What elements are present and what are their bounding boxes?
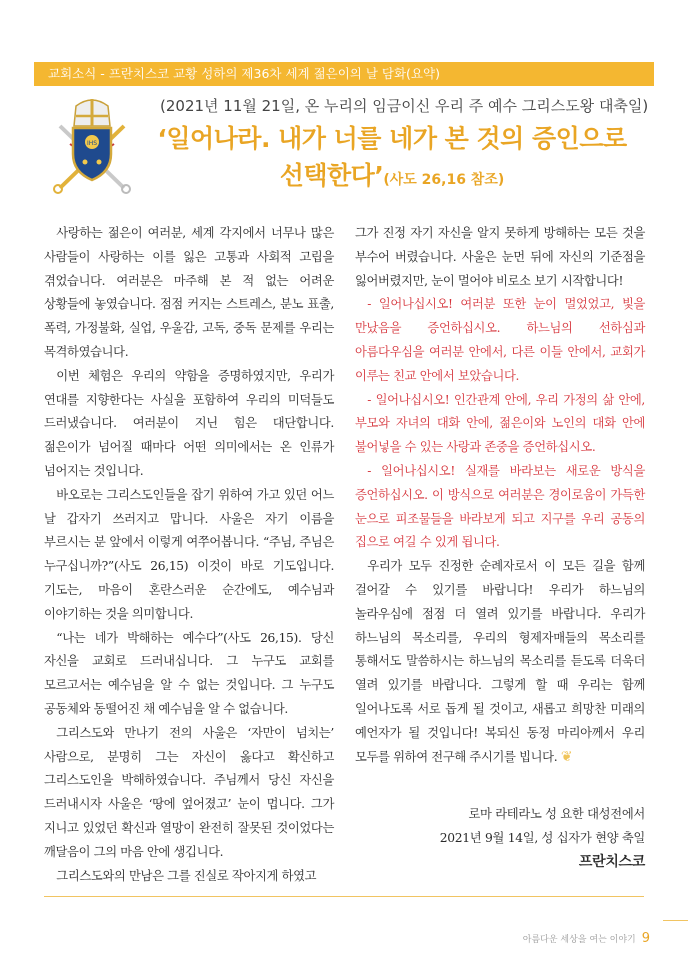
right-column: [355, 222, 645, 769]
paragraph: 그가 진정 자기 자신을 알지 못하게 방해하는 모든 것을 부수어 버렸습니다. 사울은 눈먼 뒤에 자신의 기준점을 잃어버렸지만, 눈이 멀어야 비로소 보기 시작합니다!: [355, 226, 645, 288]
mitre-icon: [74, 99, 110, 126]
paragraph: “나는 네가 박해하는 예수다”(사도 26,15). 당신 자신을 교회로 드러내십니다. 그 누구도 교회를 모르고서는 예수님을 알 수 없는 것입니다. 그 누구도 공동체와 동떨어진 채 예수님을 알 수 없습니다.: [44, 630, 334, 716]
banner-text: 교회소식 - 프란치스코 교황 성하의 제36차 세계 젊은이의 날 담화(요약): [48, 66, 440, 81]
paragraph: 사랑하는 젊은이 여러분, 세계 각지에서 너무나 많은 사람들이 사랑하는 이를 잃은 고통과 사회적 고립을 겪었습니다. 여러분은 마주해 본 적 없는 어려운 상황들에 놓였습니다. 점점 커지는 스트레스, 분노 표출, 폭력, 가정불화, 실업, 우울감, 고독, 중독 문제를 우리는 목격하였습니다.: [44, 226, 334, 359]
title-line-2: [156, 157, 628, 199]
signature-place: 로마 라테라노 성 요한 대성전에서: [468, 807, 645, 821]
signature-block: [355, 802, 645, 874]
message-title: [156, 120, 628, 199]
scripture-reference: (사도 26,16 참조): [383, 172, 505, 188]
paragraph: 바오로는 그리스도인들을 잡기 위하여 가고 있던 어느 날 갑자기 쓰러지고 맙니다. 사울은 자기 이름을 부르시는 분 앞에서 이렇게 여쭈어봅니다. “주님, 주님은 누구십니까?”(사도 26,15) 이것이 바로 기도입니다. 기도는, 마음이 혼란스러운 순간에도, 예수님과 이야기하는 것을 의미합니다.: [44, 487, 334, 621]
papal-coat-of-arms: [40, 96, 144, 194]
signature-name: 프란치스코: [578, 854, 645, 870]
closing-paragraph: [355, 555, 645, 769]
magazine-title: 아름다운 세상을 여는 이야기: [522, 935, 636, 945]
exhortation-paragraph: - 일어나십시오! 실재를 바라보는 새로운 방식을 증언하십시오. 이 방식으로 여러분은 경이로움이 가득한 눈으로 피조물들을 바라보게 되고 지구를 우리 공동의 집으로 여길 수 있게 됩니다.: [355, 463, 645, 550]
exhortation-paragraph: - 일어나십시오! 인간관계 안에, 우리 가정의 삶 안에, 부모와 자녀의 대화 안에, 젊은이와 노인의 대화 안에 불어넣을 수 있는 사랑과 존중을 증언하십시오.: [355, 392, 645, 455]
title-line-1: ‘일어나라. 내가 너를 네가 본 것의 증인으로: [157, 124, 627, 153]
shield-icon: [73, 128, 111, 180]
svg-text:IHS: IHS: [86, 140, 98, 147]
paragraph: 이번 체험은 우리의 약함을 증명하였지만, 우리가 연대를 지향한다는 사실을 포함하여 우리의 미덕들도 드러냈습니다. 여러분이 지닌 힘은 대단합니다. 젊은이가 넘어질 때마다 어떤 의미에서는 온 인류가 넘어지는 것입니다.: [44, 368, 334, 478]
signature-date: 2021년 9월 14일, 성 십자가 현양 축일: [439, 831, 645, 845]
paragraph: 그리스도와 만나기 전의 사울은 ‘자만이 넘치는’ 사람으로, 분명히 그는 자신이 옳다고 확신하고 그리스도인을 박해하였습니다. 주님께서 당신 자신을 드러내시자 사울은 ‘땅에 엎어졌고’ 눈이 멉니다. 그가 지니고 있었던 확신과 열망이 완전히 잘못된 것이었다는 깨달음이 그의 마음 안에 생깁니다.: [44, 725, 334, 859]
leaf-icon: ❦: [560, 748, 573, 765]
exhortation-paragraph: - 일어나십시오! 여러분 또한 눈이 멀었었고, 빛을 만났음을 증언하십시오. 하느님의 선하심과 아름다우심을 여러분 안에서, 다른 이들 안에서, 교회가 이루는 친교 안에서 보았습니다.: [355, 297, 645, 383]
closing-text: 우리가 모두 진정한 순례자로서 이 모든 길을 함께 걸어갈 수 있기를 바랍니다! 우리가 하느님의 놀라우심에 점점 더 열려 있기를 바랍니다. 우리가 하느님의 목소리를, 우리의 형제자매들의 목소리를 통해서도 말씀하시는 하느님의 목소리를 듣도록 더욱더 열려 있기를 바랍니다. 그렇게 할 때 우리는 함께 일어나도록 서로 돕게 될 것이고, 새롭고 희망찬 미래의 예언자가 될 것입니다! 복되신 동정 마리아께서 우리 모두를 위하여 전구해 주시기를 빕니다.: [355, 559, 645, 764]
paragraph: 그리스도와의 만남은 그를 진실로 작아지게 하였고: [56, 868, 317, 883]
section-banner: [34, 62, 654, 86]
title-line-2-text: 선택한다’: [279, 161, 384, 190]
page-footer: [470, 928, 650, 947]
left-column: [44, 222, 334, 888]
page-number: 9: [641, 931, 650, 946]
divider: [44, 896, 644, 897]
footer-accent-line: [663, 920, 688, 921]
feast-date: (2021년 11월 21일, 온 누리의 임금이신 우리 주 예수 그리스도왕 대축일): [160, 97, 649, 115]
